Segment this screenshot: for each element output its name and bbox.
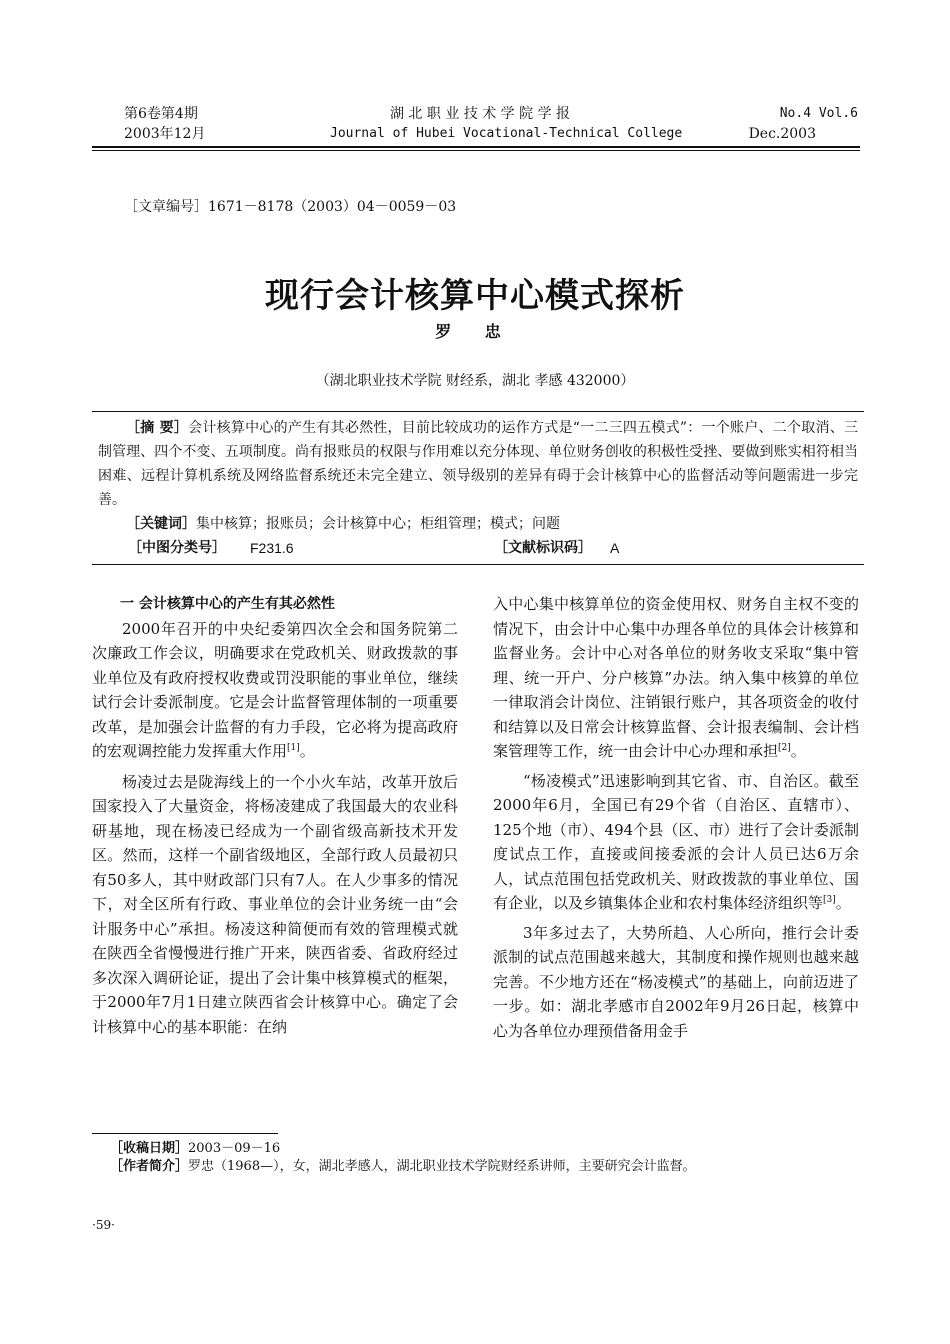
right-p2-text: “杨凌模式”迅速影响到其它省、市、自治区。截至2000年6月，全国已有29个省（自治区、直辖市）、125个地（市）、494个县（区、市）进行了会计委派制度试点工作，直接或间接委派的会计人员已达6万余人，试点范围包括党政机关、财政拨款的事业单位、国有企业，以及乡镇集体企业和农村集体经济组织等 bbox=[493, 771, 859, 912]
left-paragraph-2: 杨凌过去是陇海线上的一个小火车站，改革开放后国家投入了大量资金，将杨凌建成了我国最大的农业科研基地，现在杨凌已经成为一个副省级高新技术开发区。然而，这样一个副省级地区，全部行政人员最初只有50多人，其中财政部门只有7人。在人少事多的情况下，对全区所有行政、事业单位的会计业务统一由“会计服务中心”承担。杨凌这种简便而有效的管理模式就在陕西全省慢慢进行推广开来，陕西省委、省政府经过多次深入调研论证，提出了会计集中核算模式的框架，于2000年7月1日建立陕西省会计核算中心。确定了会计核算中心的基本职能：在纳 bbox=[92, 772, 458, 1036]
right-paragraph-2 bbox=[493, 769, 859, 916]
abstract-text: 会计核算中心的产生有其必然性，目前比较成功的运作方式是“一二三四五模式”：一个账户、二个取消、三制管理、四个不变、五项制度。尚有报账员的权限与作用难以充分体现、单位财务创收的积极性受挫、要做到账实相符相当困难、远程计算机系统及网络监督系统还未完全建立、领导级别的差异有碍于会计核算中心的监督活动等问题需进一步完善。 bbox=[98, 420, 859, 508]
doc-code-label: ［文献标识码］ bbox=[494, 540, 592, 556]
abstract-label: ［摘 要］ bbox=[126, 420, 189, 436]
abstract-paragraph bbox=[98, 416, 858, 512]
reference-2: [2] bbox=[778, 743, 791, 753]
right-p2-end: 。 bbox=[835, 894, 851, 912]
abstract-bottom-rule bbox=[92, 564, 864, 565]
page-number: ·59· bbox=[92, 1218, 115, 1232]
header-issue-en: No.4 Vol.6 bbox=[779, 106, 858, 121]
header-date-cn: 2003年12月 bbox=[124, 126, 206, 142]
author-affiliation: （湖北职业技术学院 财经系，湖北 孝感 432000） bbox=[315, 373, 635, 389]
author-bio-label: ［作者简介］ bbox=[110, 1159, 189, 1174]
right-p1-end: 。 bbox=[790, 742, 806, 760]
classification-line bbox=[98, 536, 858, 560]
footnote-received bbox=[110, 1140, 280, 1158]
author-bio-value: 罗忠（1968—），女，湖北孝感人，湖北职业技术学院财经系讲师，主要研究会计监督。 bbox=[188, 1159, 696, 1174]
right-paragraph-3: 3年多过去了，大势所趋、人心所向，推行会计委派制的试点范围越来越大，其制度和操作规则也越来越完善。不少地方还在“杨凌模式”的基础上，向前迈进了一步。如：湖北孝感市自2002年9月26日起，核算中心为各单位办理预借备用金手 bbox=[493, 923, 859, 1040]
footnote-author bbox=[110, 1158, 696, 1176]
keywords-text: 集中核算；报账员；会计核算中心；柜组管理；模式；问题 bbox=[196, 516, 560, 532]
doc-code-value: A bbox=[610, 540, 620, 556]
section-heading: 一 会计核算中心的产生有其必然性 bbox=[120, 596, 335, 612]
footnote-rule bbox=[92, 1133, 278, 1134]
right-p1-text: 入中心集中核算单位的资金使用权、财务自主权不变的情况下，由会计中心集中办理各单位的具体会计核算和监督业务。会计中心对各单位的财务收支采取“集中管理、统一开户、分户核算”办法。纳入集中核算的单位一律取消会计岗位、注销银行账户，其各项资金的收付和结算以及日常会计核算监督、会计报表编制、会计档案管理等工作，统一由会计中心办理和承担 bbox=[493, 595, 859, 760]
received-label: ［收稿日期］ bbox=[110, 1141, 189, 1156]
left-p1-end: 。 bbox=[299, 742, 315, 760]
header-journal-cn: 湖 北 职 业 技 术 学 院 学 报 bbox=[389, 106, 571, 122]
clc-value: F231.6 bbox=[250, 540, 294, 556]
header-journal-en: Journal of Hubei Vocational-Technical College bbox=[330, 126, 683, 141]
header-date-en: Dec.2003 bbox=[748, 126, 816, 142]
page-title: 现行会计核算中心模式探析 bbox=[265, 276, 685, 316]
abstract-top-rule bbox=[92, 411, 864, 412]
header-rule-thin bbox=[92, 150, 860, 151]
header-volume: 第6卷第4期 bbox=[124, 106, 198, 122]
right-column bbox=[493, 592, 859, 1043]
clc-label: ［中图分类号］ bbox=[128, 540, 226, 556]
right-paragraph-1 bbox=[493, 592, 859, 764]
keywords-label: ［关键词］ bbox=[126, 516, 196, 532]
left-p1-text: 2000年召开的中央纪委第四次全会和国务院第二次廉政工作会议，明确要求在党政机关、财政拨款的事业单位及有政府授权收费或罚没职能的事业单位，继续试行会计委派制度。它是会计监督管理体制的一项重要改革，是加强会计监督的有力手段，它必将为提高政府的宏观调控能力发挥重大作用 bbox=[92, 619, 458, 760]
reference-3: [3] bbox=[823, 895, 836, 905]
keywords-line bbox=[98, 512, 858, 536]
abstract-block bbox=[98, 416, 858, 560]
received-value: 2003－09－16 bbox=[188, 1141, 281, 1156]
author-name: 罗 忠 bbox=[435, 322, 515, 341]
article-id: ［文章编号］1671－8178（2003）04－0059－03 bbox=[124, 199, 457, 215]
reference-1: [1] bbox=[287, 743, 300, 753]
left-paragraph-1 bbox=[92, 617, 458, 764]
header-rule-thick bbox=[92, 146, 860, 148]
left-column bbox=[92, 592, 458, 1039]
